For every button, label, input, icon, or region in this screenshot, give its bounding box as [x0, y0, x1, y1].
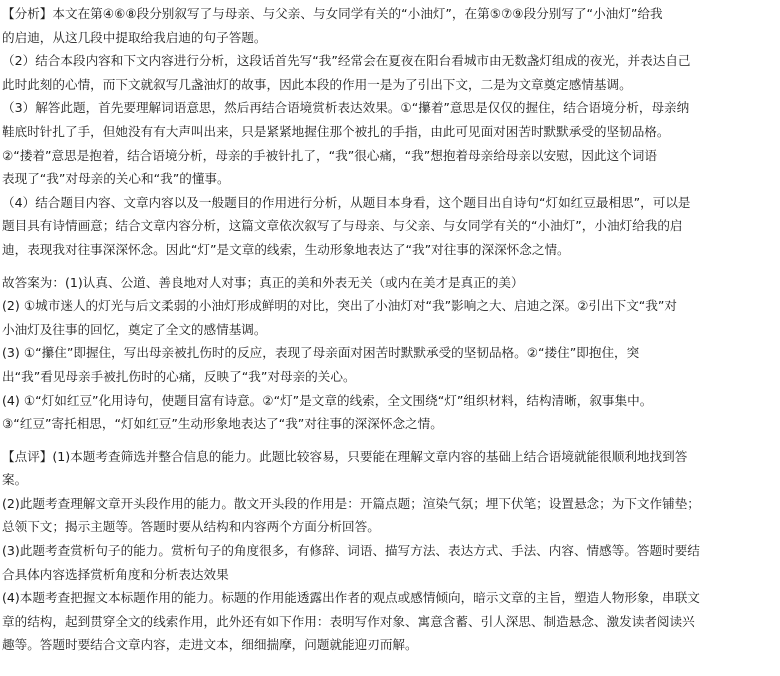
- comment-line: 总领下文；揭示主题等。答题时要从结构和内容两个方面分析回答。: [2, 519, 380, 535]
- answer-line: (3) ①“攥住”即握住，写出母亲被扎伤时的反应，表现了母亲面对困苦时默默承受的坚韧品格。②“搂住”即抱住，突: [2, 345, 640, 361]
- comment-line: (2)此题考查理解文章开头段作用的能力。散文开头段的作用是：开篇点题；渲染气氛；埋下伏笔；设置悬念；为下文作铺垫；: [2, 495, 700, 511]
- answer-section: [2, 271, 774, 436]
- comment-line: 章的结构，起到贯穿全文的线索作用，此外还有如下作用：表明写作对象、寓意含蓄、引人深思、制造悬念、激发读者阅读兴: [2, 613, 695, 629]
- comment-section: [2, 445, 774, 657]
- analysis-line: 表现了“我”对母亲的关心和“我”的懂事。: [2, 171, 230, 187]
- answer-line: (4) ①“灯如红豆”化用诗句，使题目富有诗意。②“灯”是文章的线索，全文围绕“灯”组织材料，结构清晰，叙事集中。: [2, 392, 653, 408]
- answer-line: 小油灯及往事的回忆，奠定了全文的感情基调。: [2, 321, 267, 337]
- comment-line: 合具体内容选择赏析角度和分析表达效果: [2, 566, 229, 582]
- analysis-line: 【分析】本文在第④⑥⑧段分别叙写了与母亲、与父亲、与女同学有关的“小油灯”，在第⑤⑦⑨段分别写了“小油灯”给我: [2, 6, 663, 21]
- section-spacer: [2, 436, 774, 445]
- analysis-line: 题目具有诗情画意；结合文章内容分析，这篇文章依次叙写了与母亲、与父亲、与女同学有关的“小油灯”，小油灯给我的启: [2, 218, 683, 234]
- section-spacer: [2, 262, 774, 271]
- answer-line: 出“我”看见母亲手被扎伤时的心痛，反映了“我”对母亲的关心。: [2, 368, 356, 384]
- answer-line: (2) ①城市迷人的灯光与后文柔弱的小油灯形成鲜明的对比，突出了小油灯对“我”影响之大、启迪之深。②引出下文“我”对: [2, 298, 678, 314]
- analysis-line: 迪，表现我对往事深深怀念。因此“灯”是文章的线索，生动形象地表达了“我”对往事的深深怀念之情。: [2, 241, 570, 257]
- answer-line: 故答案为：(1)认真、公道、善良地对人对事；真正的美和外表无关（或内在美才是真正的美）: [2, 274, 524, 290]
- analysis-line: （4）结合题目内容、文章内容以及一般题目的作用进行分析，从题目本身看，这个题目出自诗句“灯如红豆最相思”，可以是: [2, 194, 691, 210]
- answer-line: ③“红豆”寄托相思，“灯如红豆”生动形象地表达了“我”对往事的深深怀念之情。: [2, 416, 443, 432]
- comment-line: 案。: [2, 472, 28, 488]
- comment-line: (3)此题考查赏析句子的能力。赏析句子的角度很多，有修辞、词语、描写方法、表达方式、手法、内容、情感等。答题时要结: [2, 543, 700, 559]
- analysis-section: [2, 2, 774, 262]
- analysis-line: （2）结合本段内容和下文内容进行分析，这段话首先写“我”经常会在夏夜在阳台看城市由无数盏灯组成的夜光，并表达自己: [2, 53, 691, 69]
- analysis-line: 的启迪，从这几段中提取给我启迪的句子答题。: [2, 29, 267, 45]
- analysis-line: 鞋底时针扎了手，但她没有有大声叫出来，只是紧紧地握住那个被扎的手指，由此可见面对困苦时默默承受的坚韧品格。: [2, 123, 670, 139]
- analysis-line: 此时此刻的心情，而下文就叙写几盏油灯的故事，因此本段的作用一是为了引出下文，二是为文章奠定感情基调。: [2, 76, 632, 92]
- analysis-line: （3）解答此题，首先要理解词语意思，然后再结合语境赏析表达效果。①“攥着”意思是仅仅的握住，结合语境分析，母亲纳: [2, 100, 690, 116]
- analysis-line: ②“搂着”意思是抱着，结合语境分析，母亲的手被针扎了，“我”很心痛，“我”想抱着母亲给母亲以安慰，因此这个词语: [2, 147, 657, 163]
- comment-line: 【点评】(1)本题考查筛选并整合信息的能力。此题比较容易，只要能在理解文章内容的基础上结合语境就能很顺利地找到答: [2, 448, 688, 464]
- comment-line: (4)本题考查把握文本标题作用的能力。标题的作用能透露出作者的观点或感情倾向，暗示文章的主旨，塑造人物形象，串联文: [2, 590, 700, 606]
- comment-line: 趣等。答题时要结合文章内容，走进文本，细细揣摩，问题就能迎刃而解。: [2, 637, 418, 653]
